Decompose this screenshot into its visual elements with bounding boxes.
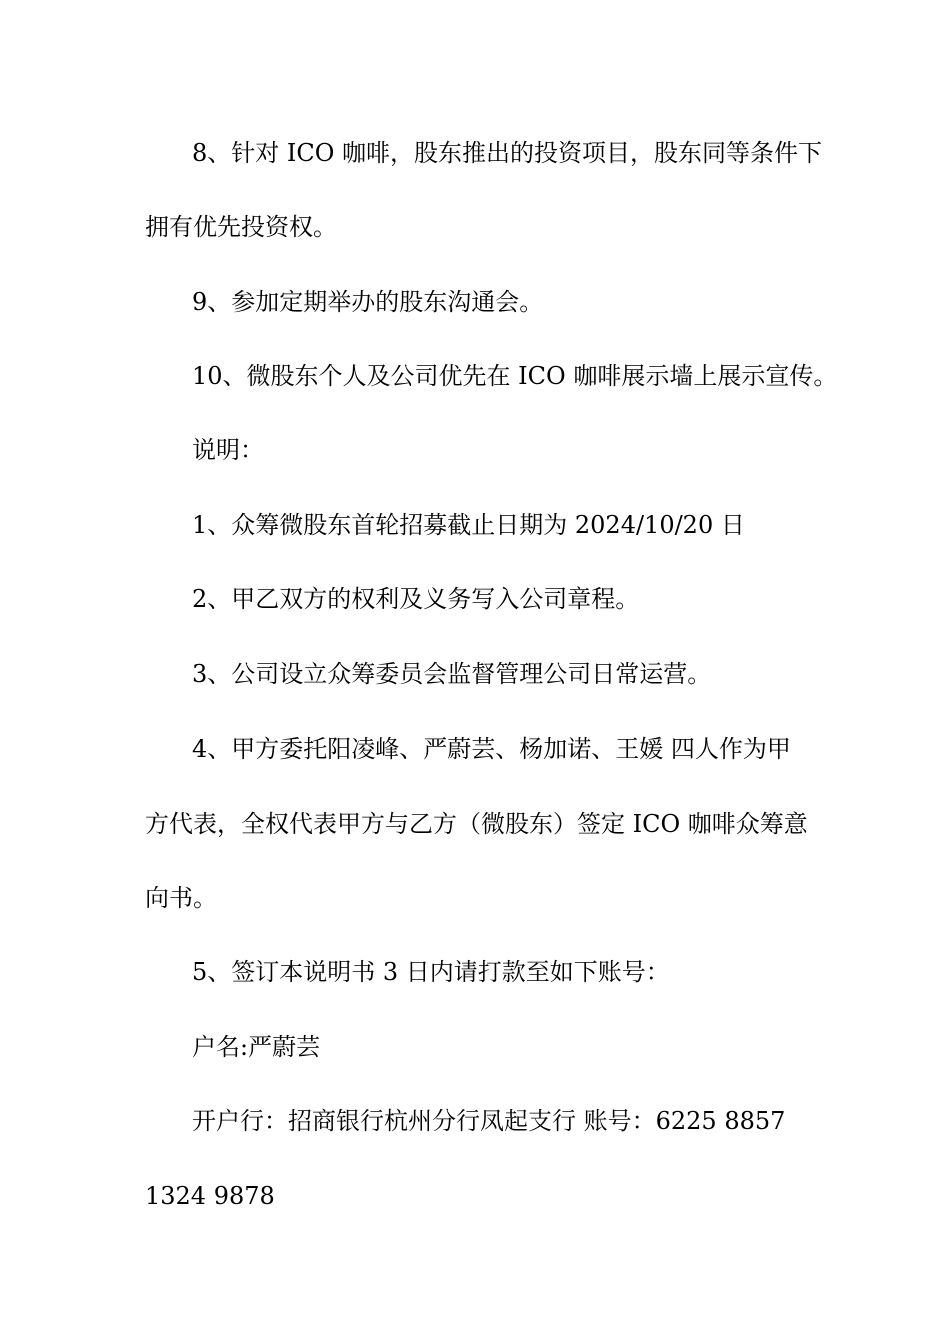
clause-10: 10、微股东个人及公司优先在 ICO 咖啡展示墙上展示宣传。: [192, 362, 838, 390]
clause-8-line-1: 8、针对 ICO 咖啡，股东推出的投资项目，股东同等条件下: [192, 139, 823, 167]
clause-9: 9、参加定期举办的股东沟通会。: [192, 288, 544, 316]
note-1: 1、众筹微股东首轮招募截止日期为 2024/10/20 日: [192, 511, 745, 539]
note-4-line-2: 方代表，全权代表甲方与乙方（微股东）签定 ICO 咖啡众筹意: [145, 810, 808, 838]
note-4-line-3: 向书。: [145, 884, 217, 912]
account-name: 户名:严蔚芸: [192, 1033, 321, 1061]
notes-heading: 说明：: [192, 436, 264, 464]
account-number-line-2: 1324 9878: [145, 1182, 275, 1210]
note-2: 2、甲乙双方的权利及义务写入公司章程。: [192, 585, 640, 613]
note-5: 5、签订本说明书 3 日内请打款至如下账号：: [192, 958, 670, 986]
note-3: 3、公司设立众筹委员会监督管理公司日常运营。: [192, 660, 712, 688]
note-4-line-1: 4、甲方委托阳凌峰、严蔚芸、杨加诺、王媛 四人作为甲: [192, 735, 791, 763]
clause-8-line-2: 拥有优先投资权。: [145, 213, 337, 241]
bank-and-account-line-1: 开户行：招商银行杭州分行凤起支行 账号：6225 8857: [192, 1107, 786, 1135]
